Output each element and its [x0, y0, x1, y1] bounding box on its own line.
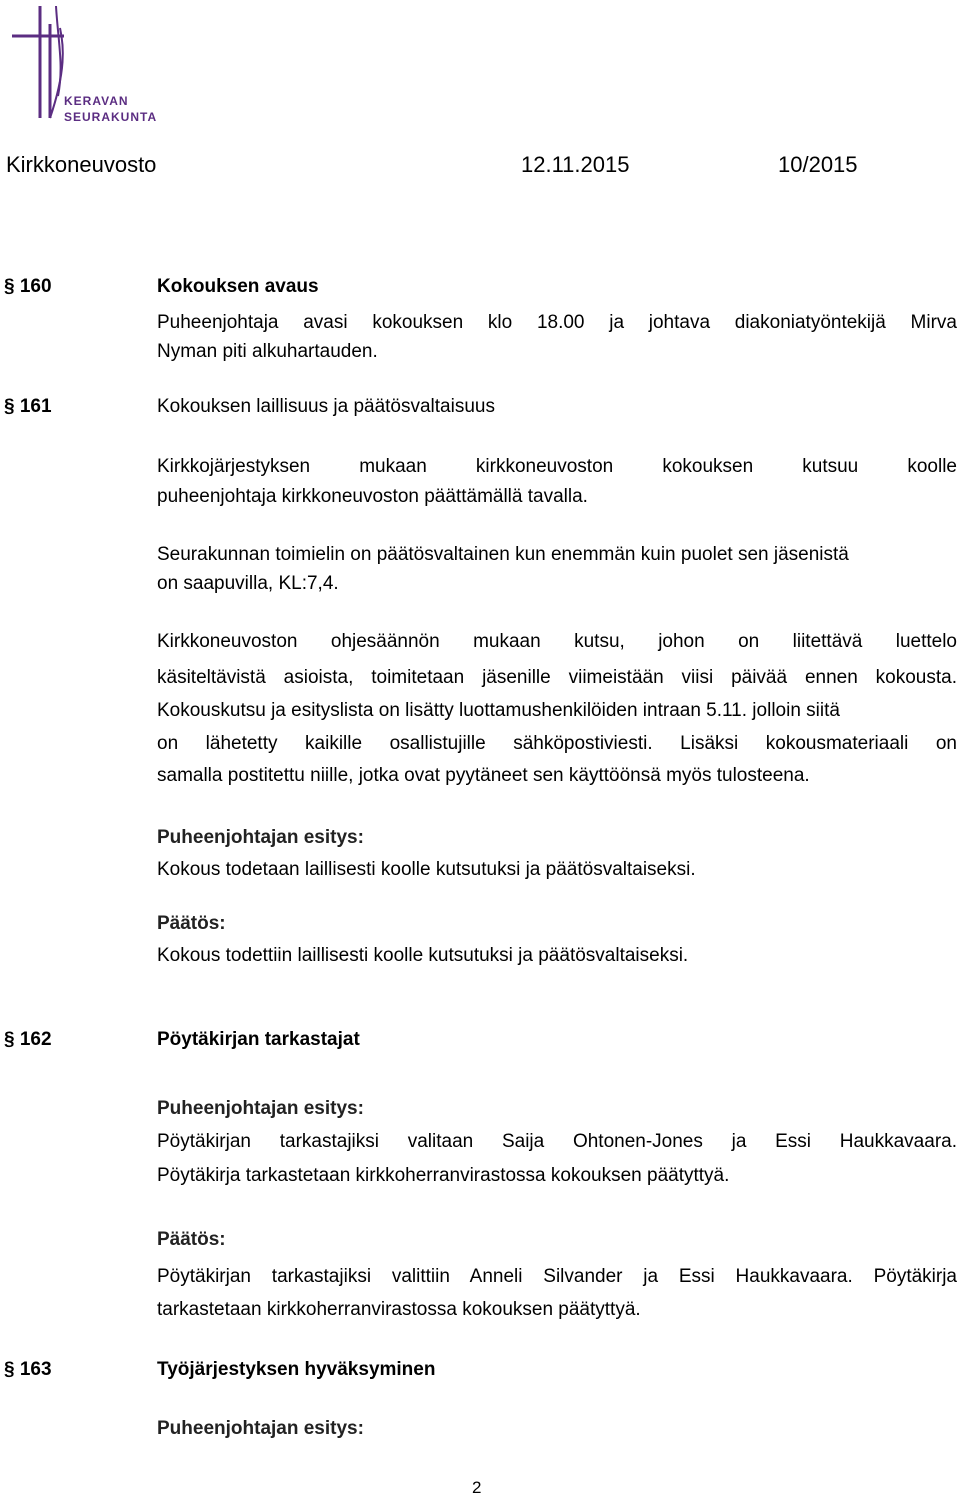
section-162-title: Pöytäkirjan tarkastajat — [157, 1029, 360, 1050]
section-161-text-line7: Kokouskutsu ja esityslista on lisätty luottamushenkilöiden intraan 5.11. jolloin siitä — [157, 700, 840, 721]
header-date: 12.11.2015 — [521, 152, 630, 177]
section-163-number: § 163 — [4, 1359, 52, 1380]
section-161-text-line1: Kirkkojärjestyksen mukaan kirkkoneuvoston kokouksen kutsuu koolle — [157, 456, 957, 477]
keravan-seurakunta-logo — [6, 6, 166, 136]
section-162-decision-line1: Pöytäkirjan tarkastajiksi valittiin Anneli Silvander ja Essi Haukkavaara. Pöytäkirja — [157, 1266, 957, 1287]
section-162-decision-line2: tarkastetaan kirkkoherranvirastossa kokouksen päätyttyä. — [157, 1299, 641, 1320]
section-163-title: Työjärjestyksen hyväksyminen — [157, 1359, 436, 1380]
section-161-decision-label: Päätös: — [157, 913, 226, 934]
section-162-proposal-line2: Pöytäkirja tarkastetaan kirkkoherranvirastossa kokouksen päätyttyä. — [157, 1165, 730, 1186]
section-162-decision-label: Päätös: — [157, 1229, 226, 1250]
section-161-proposal: Kokous todetaan laillisesti koolle kutsutuksi ja päätösvaltaiseksi. — [157, 859, 696, 880]
section-162-proposal-label: Puheenjohtajan esitys: — [157, 1098, 364, 1119]
section-161-text-line5: Kirkkoneuvoston ohjesäännön mukaan kutsu, johon on liitettävä luettelo — [157, 631, 957, 652]
header-body: Kirkkoneuvosto — [6, 152, 157, 177]
section-160-number: § 160 — [4, 276, 52, 297]
section-161-text-line6: käsiteltävistä asioista, toimitetaan jäsenille viimeistään viisi päivää ennen kokousta. — [157, 667, 957, 688]
section-161-text-line9: samalla postitettu niille, jotka ovat pyytäneet sen käyttöönsä myös tulosteena. — [157, 765, 810, 786]
section-160-text-line2: Nyman piti alkuhartauden. — [157, 341, 378, 362]
section-161-number: § 161 — [4, 396, 52, 417]
section-161-text-line8: on lähetetty kaikille osallistujille sähköpostiviesti. Lisäksi kokousmateriaali on — [157, 733, 957, 754]
section-161-proposal-label: Puheenjohtajan esitys: — [157, 827, 364, 848]
page-number: 2 — [472, 1478, 482, 1497]
logo-text-line1: KERAVAN — [64, 94, 129, 108]
header-number: 10/2015 — [778, 152, 858, 177]
section-161-text-line4: on saapuvilla, KL:7,4. — [157, 573, 339, 594]
section-161-decision: Kokous todettiin laillisesti koolle kutsutuksi ja päätösvaltaiseksi. — [157, 945, 689, 966]
section-160-title: Kokouksen avaus — [157, 276, 319, 297]
section-161-text-line3: Seurakunnan toimielin on päätösvaltainen kun enemmän kuin puolet sen jäsenistä — [157, 544, 849, 565]
section-161-text-line2: puheenjohtaja kirkkoneuvoston päättämällä tavalla. — [157, 486, 588, 507]
section-162-number: § 162 — [4, 1029, 52, 1050]
logo-text-line2: SEURAKUNTA — [64, 110, 158, 124]
section-162-proposal-line1: Pöytäkirjan tarkastajiksi valitaan Saija Ohtonen-Jones ja Essi Haukkavaara. — [157, 1131, 957, 1152]
section-161-title: Kokouksen laillisuus ja päätösvaltaisuus — [157, 396, 495, 417]
section-160-text-line1: Puheenjohtaja avasi kokouksen klo 18.00 ja johtava diakoniatyöntekijä Mirva — [157, 312, 957, 333]
section-163-proposal-label: Puheenjohtajan esitys: — [157, 1418, 364, 1439]
